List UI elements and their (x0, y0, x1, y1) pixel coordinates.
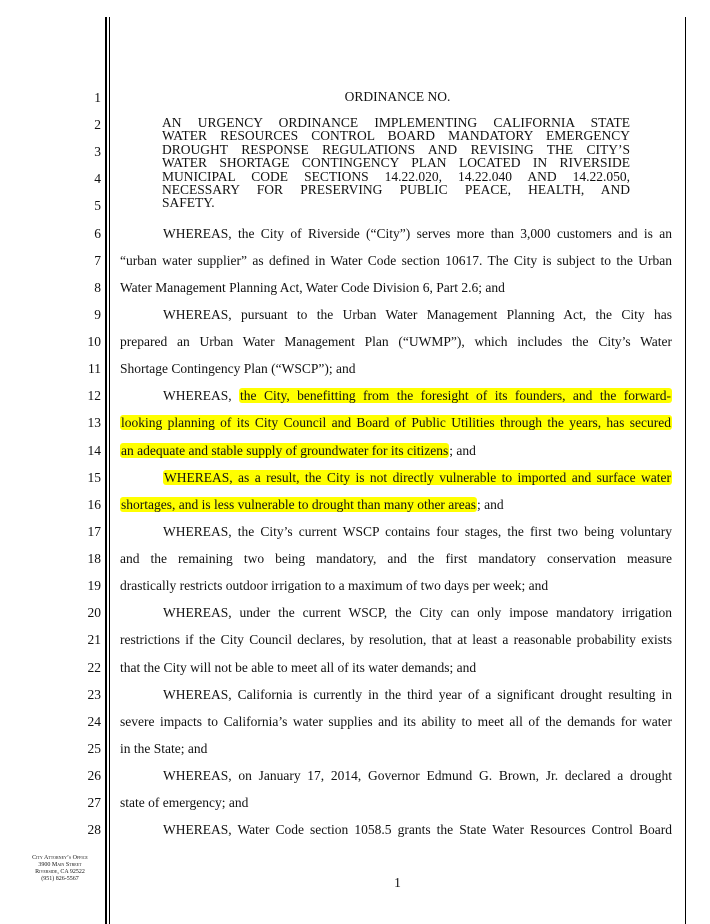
body-text: ; and (449, 443, 476, 458)
line-number: 26 (87, 768, 101, 783)
caption-line: MUNICIPAL CODE SECTIONS 14.22.020, 14.22.040 AND 14.22.050, (162, 168, 630, 184)
highlighted-text: the City, benefitting from the foresight of its founders, and the forward- (240, 388, 671, 403)
line-number: 21 (87, 632, 101, 647)
body-line: WHEREAS, Water Code section 1058.5 grants the State Water Resources Control Board (163, 822, 672, 837)
line-number: 5 (94, 198, 101, 213)
line-number: 25 (87, 741, 101, 756)
body-line (163, 388, 672, 404)
caption-line: SAFETY. (162, 195, 215, 211)
body-line: and the remaining two being mandatory, and the first mandatory conservation measure (120, 551, 672, 566)
body-line: WHEREAS, the City’s current WSCP contains four stages, the first two being voluntary (163, 524, 672, 539)
line-number: 20 (87, 605, 101, 620)
line-number: 4 (94, 171, 101, 186)
line-number: 13 (87, 415, 101, 430)
line-number: 24 (87, 714, 101, 729)
highlighted-text: WHEREAS, as a result, the City is not directly vulnerable to imported and surface water (164, 470, 671, 485)
line-number: 28 (87, 822, 101, 837)
line-number: 11 (88, 361, 101, 376)
line-number: 17 (87, 524, 101, 539)
line-number: 9 (94, 307, 101, 322)
ordinance-title: ORDINANCE NO. (344, 89, 451, 104)
footer-office-address (10, 855, 110, 883)
page-number: 1 (394, 875, 401, 890)
body-text: ; and (477, 497, 504, 512)
body-line: WHEREAS, on January 17, 2014, Governor Edmund G. Brown, Jr. declared a drought (163, 768, 672, 783)
line-number: 27 (87, 795, 101, 810)
caption-line: DROUGHT RESPONSE REGULATIONS AND REVISING THE CITY’S (162, 141, 630, 157)
caption-line: NECESSARY FOR PRESERVING PUBLIC PEACE, HEALTH, AND (162, 182, 630, 198)
line-number: 3 (94, 144, 101, 159)
footer-street: 3900 Main Street (38, 862, 82, 868)
line-number: 15 (87, 470, 101, 485)
body-line: restrictions if the City Council declares, by resolution, that at least a reasonable probability exists (120, 632, 672, 647)
body-line: Shortage Contingency Plan (“WSCP”); and (120, 361, 356, 376)
body-line: drastically restricts outdoor irrigation to a maximum of two days per week; and (120, 578, 549, 593)
footer-city: Riverside, CA 92522 (35, 869, 85, 875)
pleading-rule-left-inner (109, 17, 110, 924)
body-line: WHEREAS, pursuant to the Urban Water Management Planning Act, the City has (163, 307, 672, 322)
line-number: 7 (94, 253, 101, 268)
caption-line: AN URGENCY ORDINANCE IMPLEMENTING CALIFORNIA STATE (162, 115, 630, 130)
line-number: 10 (87, 334, 101, 349)
body-line: WHEREAS, California is currently in the third year of a significant drought resulting in (163, 687, 672, 702)
body-line: that the City will not be able to meet all of its water demands; and (120, 660, 477, 675)
highlighted-text: an adequate and stable supply of groundwater for its citizens (121, 443, 449, 458)
line-number: 8 (94, 280, 101, 295)
pleading-rule-right (685, 17, 686, 924)
highlighted-text: looking planning of its City Council and Board of Public Utilities through the years, has secured (121, 415, 671, 430)
line-number: 16 (87, 497, 101, 512)
line-number: 19 (87, 578, 101, 593)
line-number: 14 (87, 443, 101, 458)
body-line (163, 470, 672, 486)
body-line: Water Management Planning Act, Water Code Division 6, Part 2.6; and (120, 280, 505, 295)
line-number: 6 (94, 226, 101, 241)
line-number: 18 (87, 551, 101, 566)
body-line (120, 443, 672, 459)
caption-line: WATER RESOURCES CONTROL BOARD MANDATORY EMERGENCY (162, 128, 630, 144)
footer-phone: (951) 826-5567 (41, 876, 79, 882)
line-number: 22 (87, 660, 101, 675)
body-line: WHEREAS, under the current WSCP, the City can only impose mandatory irrigation (163, 605, 672, 620)
caption-line: WATER SHORTAGE CONTINGENCY PLAN LOCATED IN RIVERSIDE (162, 155, 630, 171)
body-line: WHEREAS, the City of Riverside (“City”) serves more than 3,000 customers and is an (163, 226, 672, 241)
body-line: prepared an Urban Water Management Plan (“UWMP”), which includes the City’s Water (120, 334, 672, 349)
body-line: “urban water supplier” as defined in Water Code section 10617. The City is subject to the Urban (120, 253, 672, 268)
pleading-rule-left-outer (105, 17, 107, 924)
line-number: 2 (94, 117, 101, 132)
body-line: state of emergency; and (120, 795, 249, 810)
body-line: in the State; and (120, 741, 208, 756)
body-line (120, 415, 672, 431)
line-number: 1 (94, 90, 101, 105)
footer-office-name: City Attorney’s Office (32, 855, 88, 861)
line-number: 12 (87, 388, 101, 403)
line-number: 23 (87, 687, 101, 702)
body-text: WHEREAS, (163, 388, 240, 403)
body-line: severe impacts to California’s water supplies and its ability to meet all of the demands for water (120, 714, 672, 729)
ordinance-caption (162, 116, 630, 210)
highlighted-text: shortages, and is less vulnerable to drought than many other areas (121, 497, 477, 512)
body-line (120, 497, 672, 513)
